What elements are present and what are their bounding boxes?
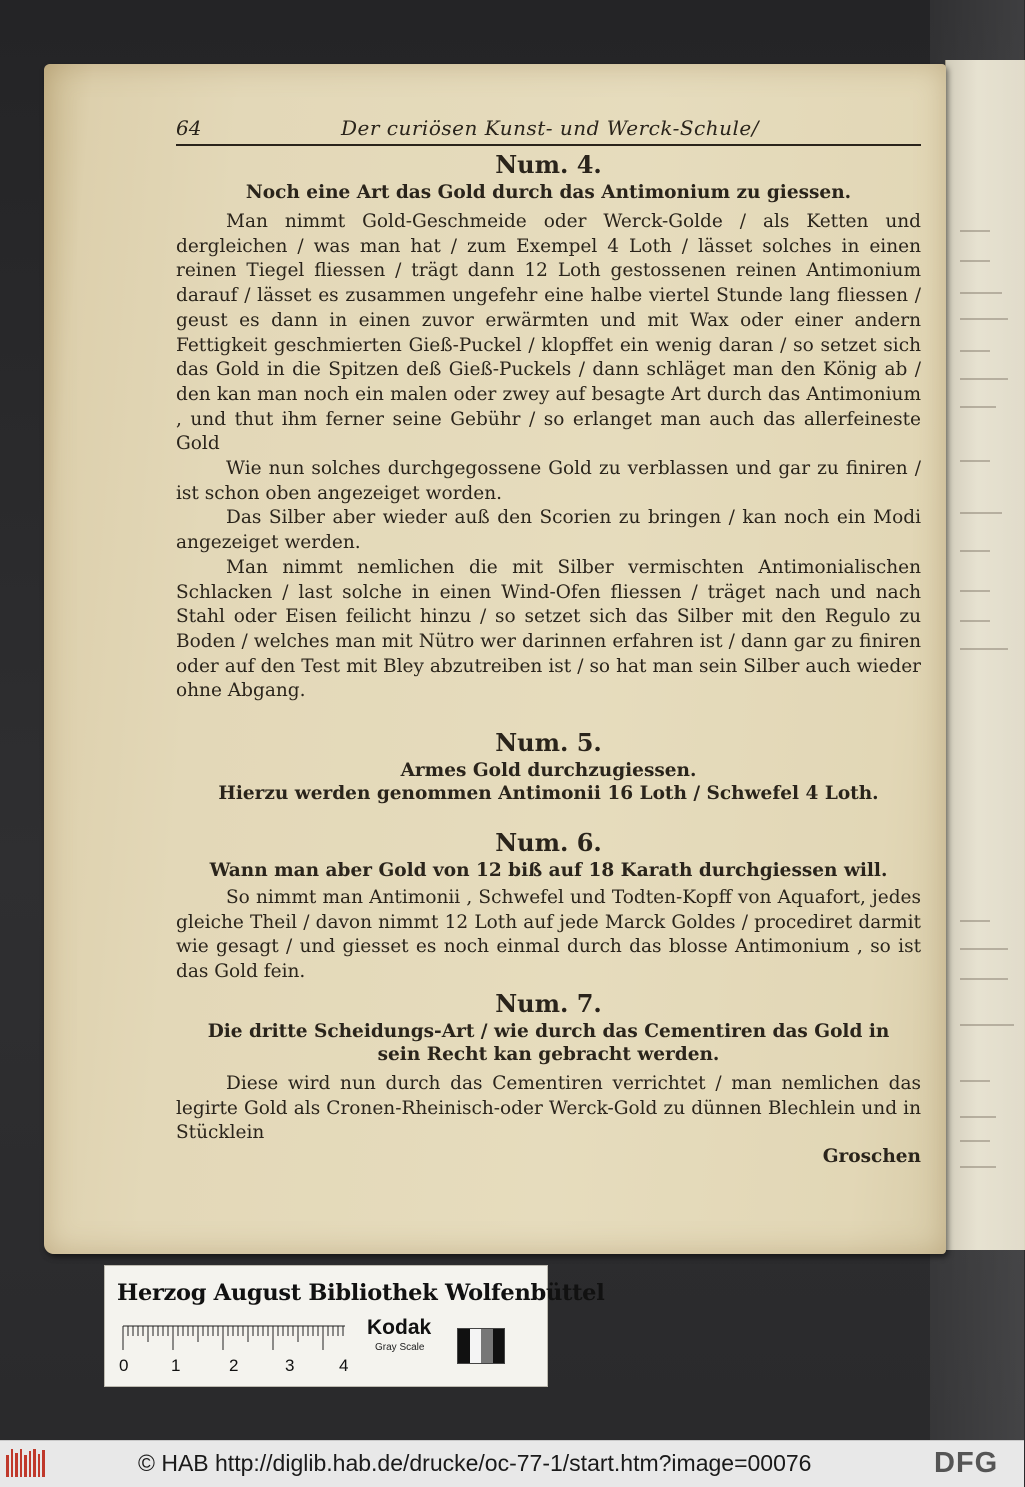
section-number: Num. 4.: [495, 150, 602, 179]
footer-bar: [0, 1440, 1024, 1487]
recipe-line: Hierzu werden genommen Antimonii 16 Loth / Schwefel 4 Loth.: [218, 783, 879, 805]
paragraph: So nimmt man Antimonii , Schwefel und Todten-Kopff von Aquafort, jedes gleiche Theil / davon nimmt 12 Loth auf jede Marck Goldes / procediret darmit wie gesagt / und giesset es noch einmal durch das blosse Antimonium , so ist das Gold fein.: [176, 887, 921, 983]
catchword: Groschen: [822, 1145, 921, 1167]
ruler: [119, 1324, 349, 1375]
running-head: [176, 114, 921, 146]
section-heading: Noch eine Art das Gold durch das Antimonium zu giessen.: [245, 182, 852, 203]
section-number: Num. 7.: [495, 988, 602, 1018]
gray-scale-label: Gray Scale: [375, 1342, 425, 1353]
archive-label: [104, 1265, 605, 1387]
ruler-number: 1: [171, 1356, 181, 1375]
dfg-logo: DFG: [934, 1447, 999, 1479]
section-number: Num. 6.: [495, 828, 602, 858]
ruler-number: 4: [339, 1356, 349, 1375]
section-number: Num. 5.: [495, 728, 602, 758]
book-page: [44, 64, 946, 1254]
page-number: 64: [176, 116, 202, 140]
paragraph: Wie nun solches durchgegossene Gold zu verblassen und gar zu finiren / ist schon oben angezeiget worden.: [176, 458, 921, 504]
barcode-icon: [6, 1449, 46, 1479]
paragraph: Diese wird nun durch das Cementiren verrichtet / man nemlichen das legirte Gold als Cronen-Rheinisch-oder Werck-Gold zu dünnen Blechlein und in Stücklein: [176, 1072, 921, 1144]
source-link[interactable]: © HAB http://diglib.hab.de/drucke/oc-77-1/start.htm?image=00076: [138, 1450, 812, 1476]
page-text-block: [176, 114, 921, 1168]
ruler-number: 3: [285, 1356, 295, 1375]
ruler-number: 2: [229, 1356, 239, 1375]
section-heading: Wann man aber Gold von 12 biß auf 18 Karath durchgiessen will.: [209, 860, 888, 882]
ruler-number: 0: [119, 1356, 129, 1375]
section-heading: Die dritte Scheidungs-Art / wie durch das Cementiren das Gold in sein Recht kan gebracht werden.: [207, 1020, 890, 1065]
section-heading: Armes Gold durchzugiessen.: [400, 760, 697, 782]
running-head-title: Der curiösen Kunst- und Werck-Schule/: [341, 116, 759, 140]
paragraph: Man nimmt Gold-Geschmeide oder Werck-Golde / als Ketten und dergleichen / was man hat / zum Exempel 4 Loth / lässet solches in einen reinen Tiegel fliessen / trägt dann 12 Loth gestossenen reinen Antimonium darauf / lässet es zusammen ungefehr eine halbe viertel Stunde lang fliessen / geust es dann in einen zuvor erwärmten und mit Wax oder einer andern Fettigkeit geschmierten Gieß-Puckel / klopffet ein wenig daran / so setzet sich das Gold in die Spitzen deß Gieß-Puckels / dann schläget man den König ab / den kan man noch ein malen oder zwey auf besagte Art durch das Antimonium , und thut ihm ferner seine Gebühr / so erlanget man auch das allerfeineste Gold: [176, 211, 921, 455]
library-name: Herzog August Bibliothek Wolfenbüttel: [117, 1280, 605, 1306]
paragraph: Man nimmt nemlichen die mit Silber vermischten Antimonialischen Schlacken / last solche in einen Wind-Ofen fliessen / träget nach und nach Stahl oder Eisen feilicht hinzu / so setzet sich das Silber mit den Regulo zu Boden / welches man mit Nütro wer darinnen erfahren ist / dann gar zu finiren oder auf den Test mit Bley abzutreiben ist / so hat man sein Silber auch wieder ohne Abgang.: [176, 556, 921, 702]
paragraph: Das Silber aber wieder auß den Scorien zu bringen / kan noch ein Modi angezeiget werden.: [176, 507, 921, 554]
gray-scale-swatch: [457, 1328, 505, 1364]
kodak-logo: Kodak: [367, 1316, 432, 1339]
